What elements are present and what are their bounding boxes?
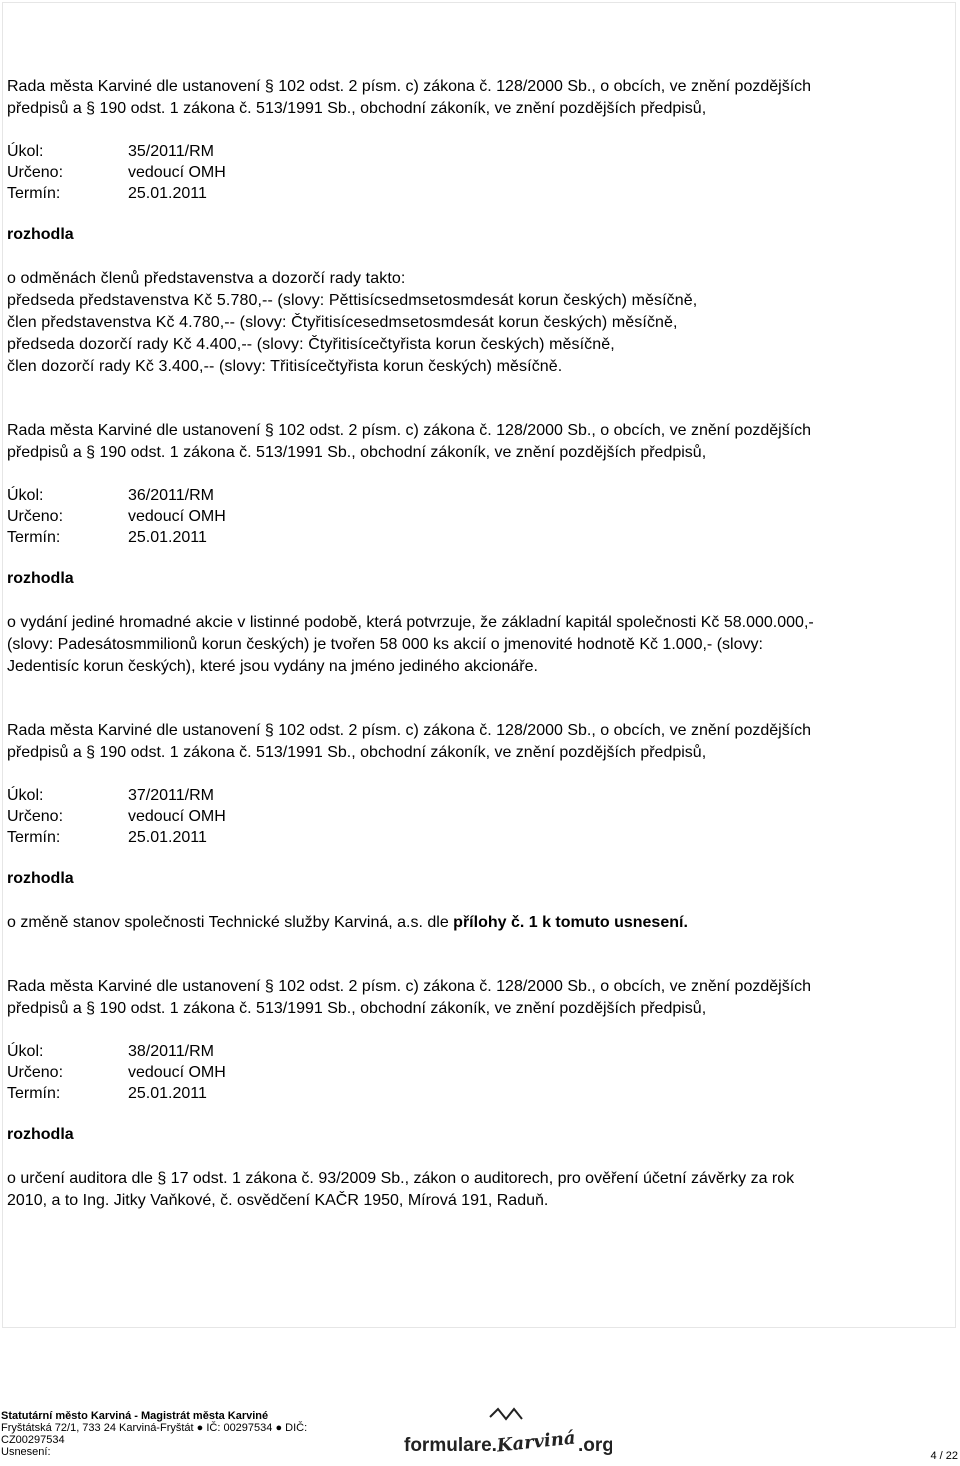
legal-basis-line-2: předpisů a § 190 odst. 1 zákona č. 513/1991 Sb., obchodní zákoník, ve znění pozdějších předpisů, — [7, 100, 707, 117]
footer-dic: CZ00297534 — [1, 1434, 65, 1446]
urceno-label: Určeno: — [7, 1064, 64, 1081]
resolution-text-line: Jedentisíc korun českých), které jsou vydány na jméno jediného akcionáře. — [7, 658, 538, 675]
ukol-value: 36/2011/RM — [128, 487, 214, 504]
footer-organization: Statutární město Karviná - Magistrát města Karviné — [1, 1410, 269, 1422]
attachment-reference: přílohy č. 1 k tomuto usnesení. — [453, 914, 688, 931]
resolution-text-line: 2010, a to Ing. Jitky Vaňkové, č. osvědčení KAČR 1950, Mírová 191, Raduň. — [7, 1192, 549, 1209]
document-body — [7, 76, 947, 1254]
legal-basis-line-1: Rada města Karviné dle ustanovení § 102 odst. 2 písm. c) zákona č. 128/2000 Sb., o obcích, ve znění pozdějších — [7, 78, 812, 95]
ukol-label: Úkol: — [7, 1043, 44, 1060]
urceno-value: vedoucí OMH — [128, 1064, 226, 1081]
urceno-value: vedoucí OMH — [128, 808, 226, 825]
termin-label: Termín: — [7, 829, 61, 846]
resolution-text-line: (slovy: Padesátosmmilionů korun českých) je tvořen 58 000 ks akcií o jmenovité hodnotě Kč 1.000,- (slovy: — [7, 636, 763, 653]
termin-label: Termín: — [7, 529, 61, 546]
resolution-36 — [7, 420, 947, 678]
formulare-karvina-logo — [402, 1405, 612, 1461]
resolution-text-line: o odměnách členů představenstva a dozorčí rady takto: — [7, 270, 406, 287]
legal-basis-line-1: Rada města Karviné dle ustanovení § 102 odst. 2 písm. c) zákona č. 128/2000 Sb., o obcích, ve znění pozdějších — [7, 422, 812, 439]
resolution-35 — [7, 76, 947, 378]
resolution-text-plain: o změně stanov společnosti Technické služby Karviná, a.s. dle — [7, 914, 454, 931]
termin-value: 25.01.2011 — [128, 1085, 207, 1102]
legal-basis-line-1: Rada města Karviné dle ustanovení § 102 odst. 2 písm. c) zákona č. 128/2000 Sb., o obcích, ve znění pozdějších — [7, 978, 812, 995]
resolution-meta — [7, 1041, 947, 1104]
logo-text-right: .org — [578, 1435, 612, 1456]
ukol-value: 37/2011/RM — [128, 787, 214, 804]
resolution-meta — [7, 485, 947, 548]
footer-address: Fryštátská 72/1, 733 24 Karviná-Fryštát ● IČ: 00297534 ● DIČ: — [1, 1422, 308, 1434]
resolution-text-line: předseda představenstva Kč 5.780,-- (slovy: Pěttisícsedmsetosmdesát korun českých) měsíčně, — [7, 292, 698, 309]
logo-text-left: formulare. — [404, 1435, 497, 1456]
rozhodla-heading: rozhodla — [7, 1126, 74, 1143]
rozhodla-heading: rozhodla — [7, 870, 74, 887]
rozhodla-heading: rozhodla — [7, 226, 74, 243]
urceno-value: vedoucí OMH — [128, 508, 226, 525]
resolution-text-line: o vydání jediné hromadné akcie v listinné podobě, která potvrzuje, že základní kapitál společnosti Kč 58.000.000,- — [7, 614, 814, 631]
resolution-text-line: člen představenstva Kč 4.780,-- (slovy: Čtyřitisícesedmsetosmdesát korun českých) měsíčně, — [7, 314, 678, 331]
urceno-value: vedoucí OMH — [128, 164, 226, 181]
termin-label: Termín: — [7, 185, 61, 202]
page-number: 4 / 22 — [930, 1450, 958, 1462]
legal-basis-line-2: předpisů a § 190 odst. 1 zákona č. 513/1991 Sb., obchodní zákoník, ve znění pozdějších předpisů, — [7, 744, 707, 761]
logo-crown-icon — [490, 1409, 522, 1419]
rozhodla-heading: rozhodla — [7, 570, 74, 587]
termin-value: 25.01.2011 — [128, 529, 207, 546]
urceno-label: Určeno: — [7, 808, 64, 825]
ukol-label: Úkol: — [7, 143, 44, 160]
ukol-value: 35/2011/RM — [128, 143, 214, 160]
resolution-text-line: o určení auditora dle § 17 odst. 1 zákona č. 93/2009 Sb., zákon o auditorech, pro ověření účetní závěrky za rok — [7, 1170, 795, 1187]
ukol-label: Úkol: — [7, 487, 44, 504]
urceno-label: Určeno: — [7, 508, 64, 525]
legal-basis-line-2: předpisů a § 190 odst. 1 zákona č. 513/1991 Sb., obchodní zákoník, ve znění pozdějších předpisů, — [7, 444, 707, 461]
legal-basis-line-1: Rada města Karviné dle ustanovení § 102 odst. 2 písm. c) zákona č. 128/2000 Sb., o obcích, ve znění pozdějších — [7, 722, 812, 739]
ukol-label: Úkol: — [7, 787, 44, 804]
urceno-label: Určeno: — [7, 164, 64, 181]
termin-value: 25.01.2011 — [128, 185, 207, 202]
termin-value: 25.01.2011 — [128, 829, 207, 846]
resolution-37 — [7, 720, 947, 934]
resolution-text-line: člen dozorčí rady Kč 3.400,-- (slovy: Třitisícečtyřista korun českých) měsíčně. — [7, 358, 563, 375]
resolution-meta — [7, 785, 947, 848]
footer-usneseni-label: Usnesení: — [1, 1446, 51, 1458]
termin-label: Termín: — [7, 1085, 61, 1102]
logo-text-mid: Karviná — [495, 1427, 577, 1457]
resolution-text-line: předseda dozorčí rady Kč 4.400,-- (slovy: Čtyřitisícečtyřista korun českých) měsíčně, — [7, 336, 615, 353]
ukol-value: 38/2011/RM — [128, 1043, 214, 1060]
resolution-38 — [7, 976, 947, 1212]
resolution-text — [7, 912, 947, 934]
legal-basis-line-2: předpisů a § 190 odst. 1 zákona č. 513/1991 Sb., obchodní zákoník, ve znění pozdějších předpisů, — [7, 1000, 707, 1017]
resolution-meta — [7, 141, 947, 204]
logo-graphic — [402, 1405, 612, 1461]
